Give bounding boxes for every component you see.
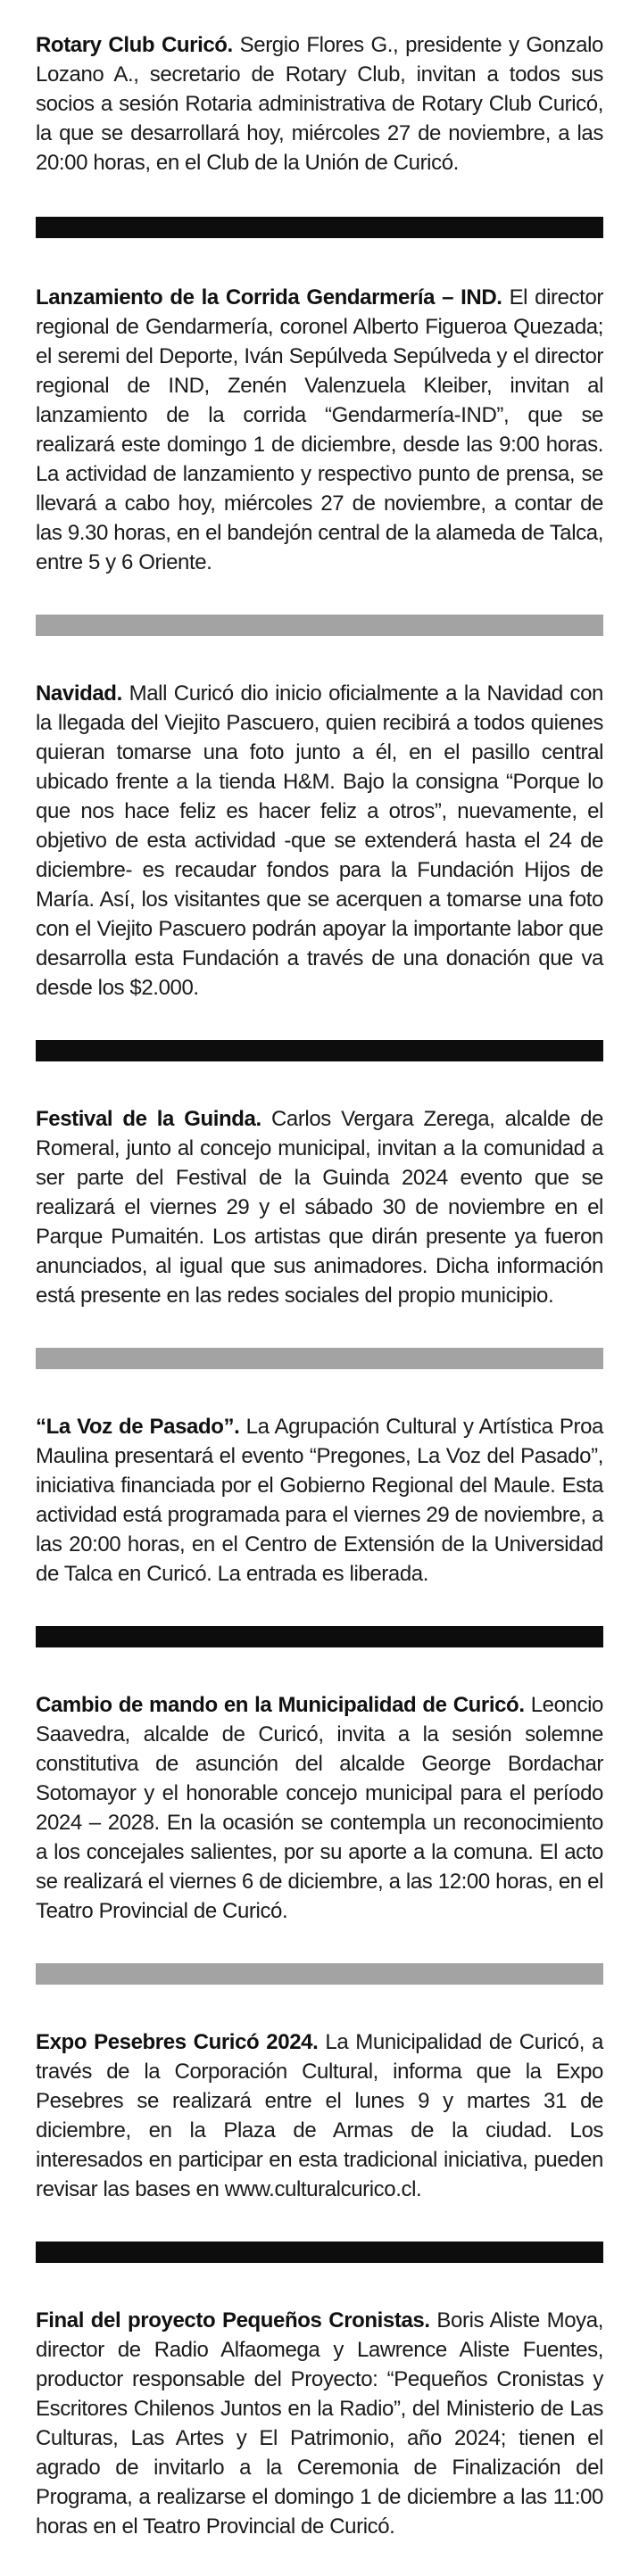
announcement-body: El director regional de Gendarmería, coronel Alberto Figueroa Quezada; el seremi del Deporte, Iván Sepúlveda Sepúlveda y el director regional de IND, Zenén Valenzuela Kleiber, invitan al lanzamiento de la corrida “Gendarmería-IND”, que se realizará este domingo 1 de diciembre, desde las 9:00 horas. La actividad de lanzamiento y respectivo punto de prensa, se llevará a cabo hoy, miércoles 27 de noviembre, a contar de las 9.30 horas, en el bandejón central de la alameda de Talca, entre 5 y 6 Oriente.	[36, 285, 603, 574]
separator-rule-dark	[36, 217, 603, 238]
separator-rule-dark	[36, 1626, 603, 1647]
announcement-expo-pesebres	[36, 2027, 603, 2204]
separator-rule-gray	[36, 1348, 603, 1369]
announcements-column	[36, 0, 603, 2541]
separator-rule-dark	[36, 2242, 603, 2263]
announcement-rotary	[36, 30, 603, 178]
announcement-headline: Cambio de mando en la Municipalidad de Curicó.	[36, 1693, 525, 1717]
announcement-headline: Expo Pesebres Curicó 2024.	[36, 2030, 319, 2054]
announcement-voz-pasado	[36, 1412, 603, 1589]
announcement-body: Leoncio Saavedra, alcalde de Curicó, invita a la sesión solemne constitutiva de asunción del alcalde George Bordachar Sotomayor y el honorable concejo municipal para el período 2024 – 2028. En la ocasión se contempla un reconocimiento a los concejales salientes, por su aporte a la comuna. El acto se realizará el viernes 6 de diciembre, a las 12:00 horas, en el Teatro Provincial de Curicó.	[36, 1693, 603, 1923]
announcement-headline: Navidad.	[36, 681, 122, 706]
announcement-pequenos-cronistas	[36, 2306, 603, 2541]
announcement-body: La Agrupación Cultural y Artística Proa Maulina presentará el evento “Pregones, La Voz del Pasado”, iniciativa financiada por el Gobierno Regional del Maule. Esta actividad está programada para el viernes 29 de noviembre, a las 20:00 horas, en el Centro de Extensión de la Universidad de Talca en Curicó. La entrada es liberada.	[36, 1415, 603, 1586]
announcement-headline: Lanzamiento de la Corrida Gendarmería – IND.	[36, 285, 502, 310]
announcement-headline: “La Voz de Pasado”.	[36, 1415, 240, 1439]
announcement-headline: Rotary Club Curicó.	[36, 33, 233, 57]
separator-rule-gray	[36, 615, 603, 636]
announcement-body: La Municipalidad de Curicó, a través de la Corporación Cultural, informa que la Expo Pesebres se realizará entre el lunes 9 y martes 31 de diciembre, en la Plaza de Armas de la ciudad. Los interesados en participar en esta tradicional iniciativa, pueden revisar las bases en www.culturalcurico.cl.	[36, 2030, 603, 2201]
announcement-body: Carlos Vergara Zerega, alcalde de Romeral, junto al concejo municipal, invitan a la comunidad a ser parte del Festival de la Guinda 2024 evento que se realizará el viernes 29 y el sábado 30 de noviembre en el Parque Pumaitén. Los artistas que dirán presente ya fueron anunciados, al igual que sus animadores. Dicha información está presente en las redes sociales del propio municipio.	[36, 1107, 603, 1308]
announcement-headline: Festival de la Guinda.	[36, 1107, 261, 1131]
announcement-body: Boris Aliste Moya, director de Radio Alfaomega y Lawrence Aliste Fuentes, productor responsable del Proyecto: “Pequeños Cronistas y Escritores Chilenos Juntos en la Radio”, del Ministerio de Las Culturas, Las Artes y El Patrimonio, año 2024; tienen el agrado de invitarlo a la Ceremonia de Finalización del Programa, a realizarse el domingo 1 de diciembre a las 11:00 horas en el Teatro Provincial de Curicó.	[36, 2308, 603, 2539]
announcement-body: Mall Curicó dio inicio oficialmente a la Navidad con la llegada del Viejito Pascuero, quien recibirá a todos quienes quieran tomarse una foto junto a él, en el pasillo central ubicado frente a la tienda H&M. Bajo la consigna “Porque lo que nos hace feliz es hacer feliz a otros”, nuevamente, el objetivo de esta actividad -que se extenderá hasta el 24 de diciembre- es recaudar fondos para la Fundación Hijos de María. Así, los visitantes que se acerquen a tomarse una foto con el Viejito Pascuero podrán apoyar la importante labor que desarrolla esta Fundación a través de una donación que va desde los $2.000.	[36, 681, 603, 1000]
announcement-cambio-mando	[36, 1690, 603, 1926]
announcement-headline: Final del proyecto Pequeños Cronistas.	[36, 2308, 430, 2332]
separator-rule-dark	[36, 1040, 603, 1061]
announcement-corrida	[36, 283, 603, 577]
announcement-navidad	[36, 679, 603, 1003]
announcement-body: Sergio Flores G., presidente y Gonzalo Lozano A., secretario de Rotary Club, invitan a todos sus socios a sesión Rotaria administrativa de Rotary Club Curicó, la que se desarrollará hoy, miércoles 27 de noviembre, a las 20:00 horas, en el Club de la Unión de Curicó.	[36, 33, 603, 175]
separator-rule-gray	[36, 1963, 603, 1985]
announcement-guinda	[36, 1104, 603, 1310]
